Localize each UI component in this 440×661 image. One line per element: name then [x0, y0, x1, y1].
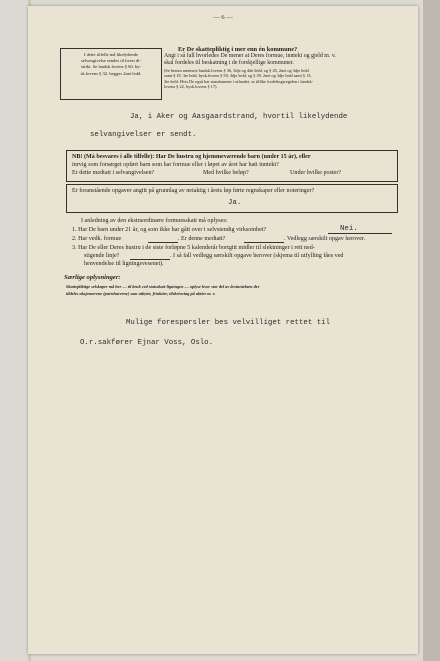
special-text1: Skattepliktige selskaper må her — til bruk ved statsskatt-ligningen — oplyse hvor stor del av årsinntekten der [66, 284, 260, 289]
extra-tax-q2c: . Vedlegg særskilt opgav herover. [284, 236, 366, 242]
nb-line3a: Er dette medtatt i selvangivelsen? [72, 170, 155, 176]
sidebox-line: strikt. Se landsk.lovens § 60, by- [80, 64, 142, 70]
special-text2: tildeles aksjonærene (partshaverne) som utbytte, friaktier, tilskrivning på aktier m. v. [66, 291, 216, 296]
scan-edge [423, 0, 440, 661]
extra-tax-q3c: . I så fall vedlegg særskilt opgave herover (skjema til utfylling fåes ved [170, 253, 344, 259]
typed-answer-line: O.r.sakfører Ejnar Voss, Oslo. [80, 339, 214, 347]
special-heading: Særlige oplysninger: [64, 274, 121, 281]
tax-question-line2: skal fordeles til beskatning i de forskjellige kommuner. [164, 60, 294, 66]
sidebox-line: selvangivelse sendes til hvert di- [81, 58, 141, 64]
note-line: lovens § 22, bysk.lovens § 17). [164, 84, 218, 90]
page-number: — 6 — [213, 14, 233, 21]
estimate-answer: Ja. [228, 199, 242, 207]
answer-line [244, 242, 284, 243]
extra-tax-q2b: . Er denne medtatt? [178, 236, 226, 242]
note-line: (Se herom nærmere landsk.lovens § 36, 3dje og 4de ledd, og § 45, 2net og 3dje ledd [164, 68, 309, 73]
answer-line [148, 242, 178, 243]
answer-line [328, 233, 392, 234]
typed-answer-line: Ja, i Aker og Aasgaardstrand, hvortil likelydende [130, 113, 348, 121]
typed-answer-line: Mulige forespørsler bes velvilliget rettet til [126, 319, 331, 327]
sidebox-line: sk.lovens § 32, begges 2net ledd. [80, 70, 142, 76]
extra-tax-q3a: 3. Har De eller Deres hustru i de siste forløpne 5 kalenderår bortgitt midler til slektninger i rett ned- [72, 245, 315, 251]
nb-line1 [72, 154, 311, 161]
nb-line2: inrvig som forsørget opført barn som har formue eller i løpet av året har hatt inntekt? [72, 162, 279, 168]
extra-tax-q1: 1. Har De barn under 21 år, og som ikke har gått over i selvstendig virksomhet? [72, 227, 267, 233]
sidebox-line: I dette tilfelle må likelydende [83, 52, 139, 57]
answer-line [130, 259, 170, 260]
note-line: samt § 18, 3te ledd, bysk.lovens § 50, 3dje ledd, og § 39, 2net og 3dje ledd samt § 13, [164, 73, 312, 79]
tax-question-line1: Angi i så fall hvorledes De mener at Deres formue, inntekt og gjeld m. v. [164, 53, 336, 59]
extra-tax-a1: Nei. [340, 225, 358, 233]
extra-tax-q2a: 2. Har vedk. formue [72, 236, 122, 242]
nb-line1-text: NB! (Må besvares i alle tilfelle): Har De hustru og hjemmeværende barn (under 15 år), eller [72, 154, 311, 160]
extra-tax-intro [81, 218, 227, 225]
typed-answer-line: selvangivelser er sendt. [90, 131, 197, 139]
note-line: 3te ledd. Hvis De også har standommer i utlandet, se tillike fordelingsregelen i landsk- [164, 78, 314, 84]
estimate-question: Er foranstående opgaver angitt på grunnlag av neiaktig i årets løp førte regnskaper eller noteringer? [72, 188, 315, 194]
nb-line3c: Under hvilke poster? [290, 170, 342, 176]
extra-tax-q3d: henvendelse til ligningsvesenet). [84, 261, 164, 267]
document-page [28, 6, 418, 654]
extra-tax-intro-text: I anledning av den ekstraordinære formuesskatt må oplyses: [81, 218, 228, 224]
nb-line3b: Med hvilke beløp? [203, 170, 249, 176]
extra-tax-q3b: stigende linje? [84, 253, 120, 259]
tax-question-note [164, 68, 396, 90]
sidebox-note [60, 48, 162, 100]
tax-question-title: Er De skattepliktig i mer enn én kommune? [178, 46, 298, 53]
